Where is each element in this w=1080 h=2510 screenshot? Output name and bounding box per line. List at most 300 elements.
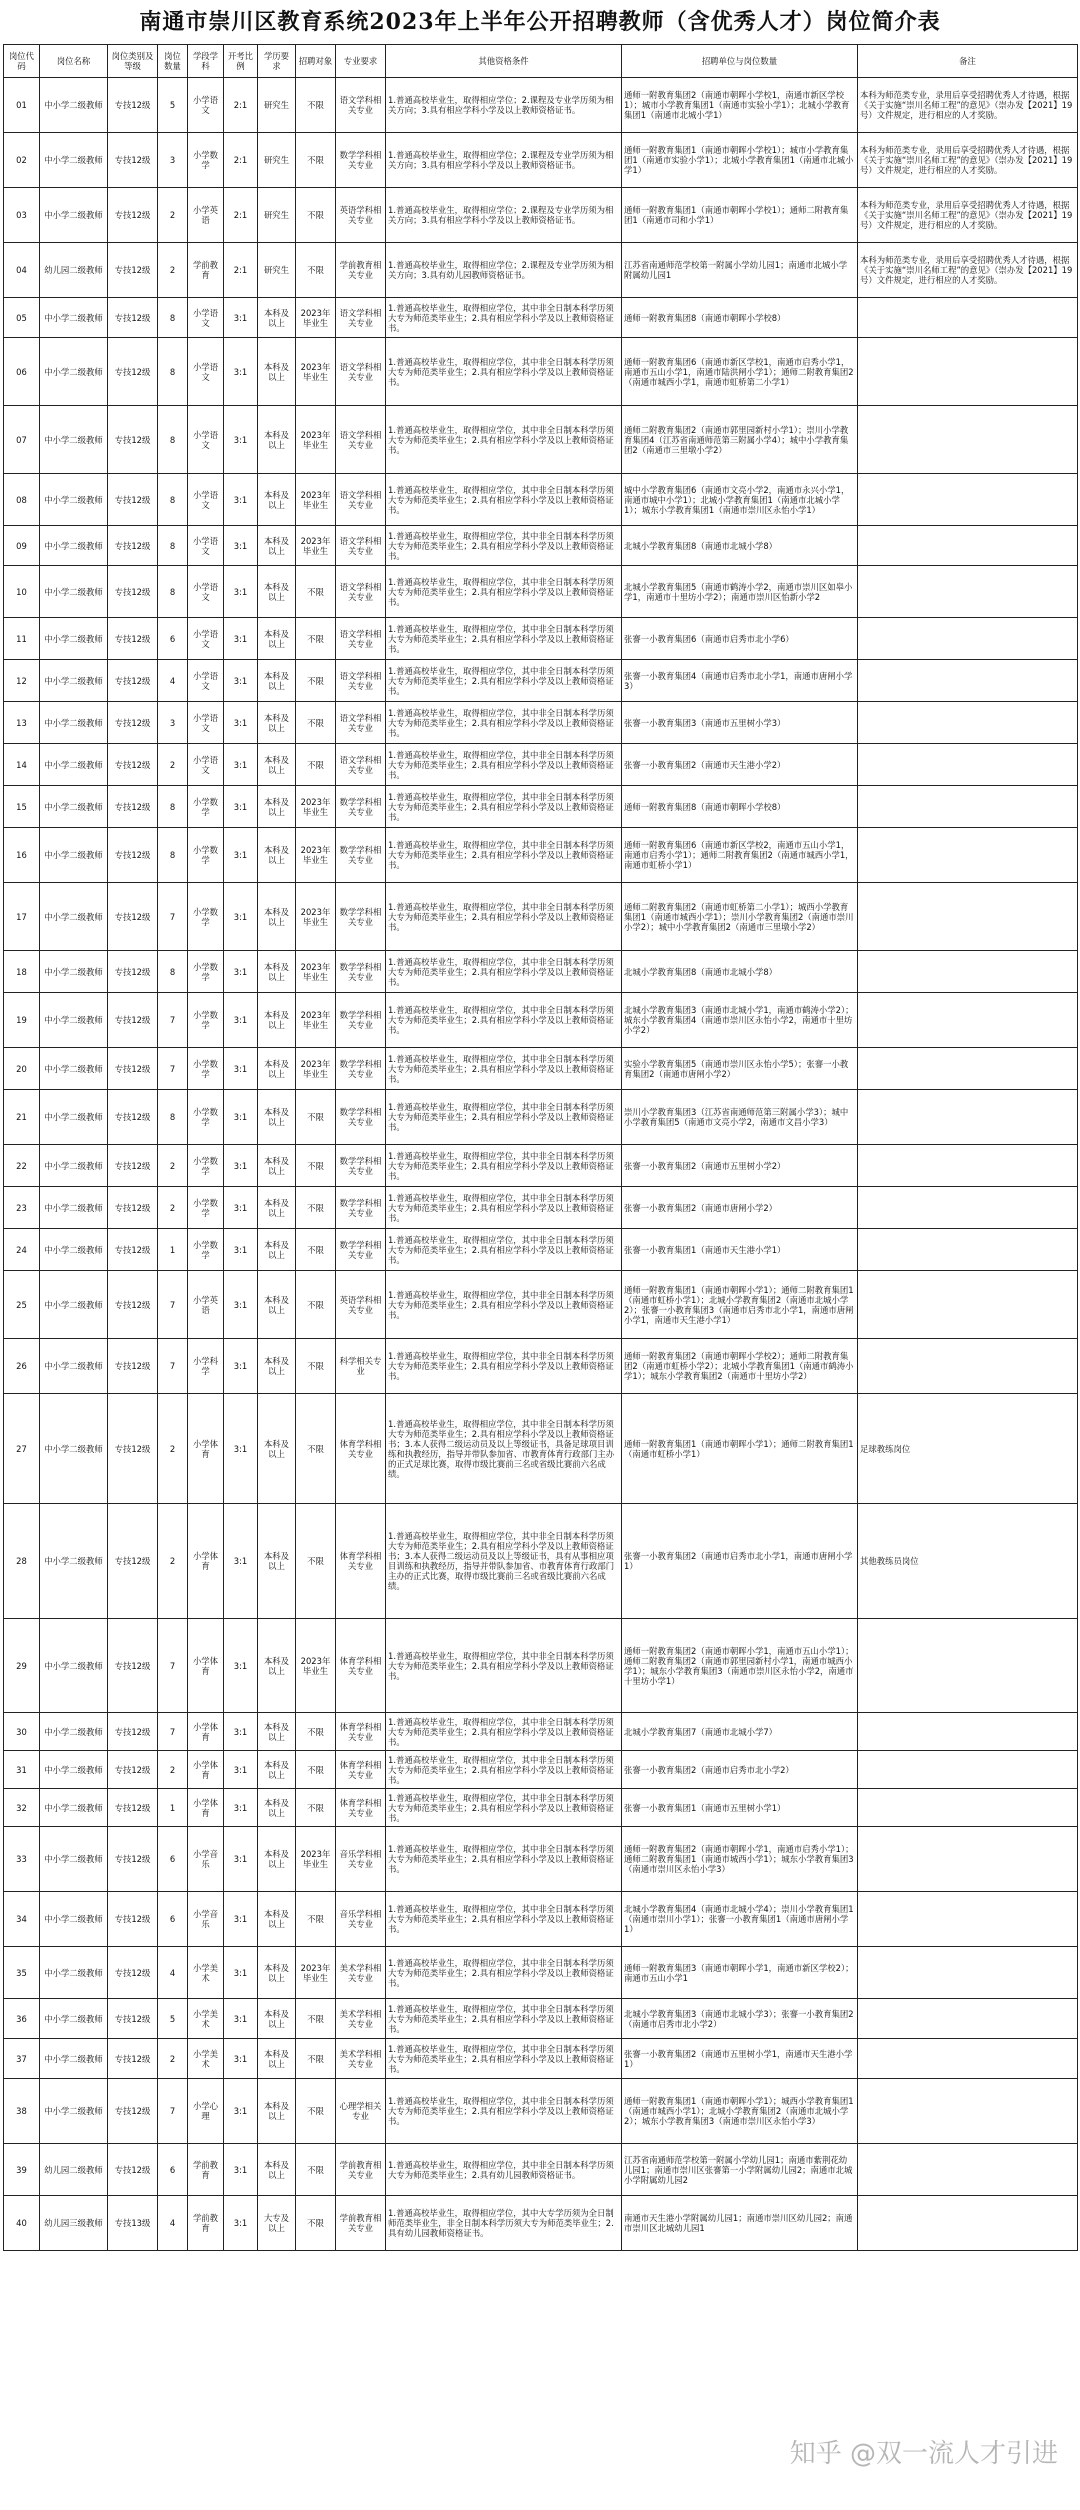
- quantity-cell: 7: [158, 1713, 188, 1751]
- subject-cell: 小学英语: [188, 1271, 224, 1339]
- ratio-cell: 3:1: [224, 1713, 258, 1751]
- requirements-cell: 1.普通高校毕业生，取得相应学位；2.课程及专业学历须为相关方向；3.具有相应学科小学及以上教师资格证书。: [386, 78, 622, 133]
- table-row: [4, 1271, 1078, 1339]
- requirements-cell: 1.普通高校毕业生，取得相应学位，其中非全日制本科学历须大专为师范类毕业生；2.具有相应学科小学及以上教师资格证书。: [386, 993, 622, 1048]
- subject-cell: 小学数学: [188, 1145, 224, 1187]
- education-cell: 本科及以上: [258, 883, 296, 951]
- subject-cell: 小学音乐: [188, 1827, 224, 1892]
- target-cell: 不限: [296, 1713, 336, 1751]
- education-cell: 本科及以上: [258, 406, 296, 474]
- target-cell: 不限: [296, 188, 336, 243]
- code-cell: 20: [4, 1048, 40, 1090]
- requirements-cell: 1.普通高校毕业生，取得相应学位，其中非全日制本科学历须大专为师范类毕业生；2.具有相应学科小学及以上教师资格证书。: [386, 1229, 622, 1271]
- ratio-cell: 3:1: [224, 2144, 258, 2196]
- requirements-cell: 1.普通高校毕业生，取得相应学位，其中非全日制本科学历须大专为师范类毕业生；2.具有相应学科小学及以上教师资格证书。: [386, 1187, 622, 1229]
- code-cell: 14: [4, 744, 40, 786]
- remarks-cell: [858, 2144, 1078, 2196]
- quantity-cell: 8: [158, 526, 188, 566]
- subject-cell: 小学数学: [188, 828, 224, 883]
- target-cell: 2023年毕业生: [296, 526, 336, 566]
- subject-cell: 小学数学: [188, 786, 224, 828]
- target-cell: 不限: [296, 1999, 336, 2039]
- category-cell: 专技12级: [108, 1271, 158, 1339]
- education-cell: 本科及以上: [258, 1145, 296, 1187]
- position-name-cell: 中小学二级教师: [40, 1187, 108, 1229]
- category-cell: 专技12级: [108, 1229, 158, 1271]
- position-name-cell: 中小学二级教师: [40, 1394, 108, 1504]
- ratio-cell: 3:1: [224, 1090, 258, 1145]
- requirements-cell: 1.普通高校毕业生，取得相应学位；2.课程及专业学历须为相关方向；3.具有相应学科小学及以上教师资格证书。: [386, 188, 622, 243]
- ratio-cell: 3:1: [224, 526, 258, 566]
- education-cell: 本科及以上: [258, 993, 296, 1048]
- units-cell: 通师一附教育集团2（南通市朝晖小学校2）；通师二附教育集团2（南通市虹桥小学2）；北城小学教育集团1（南通市鹤涛小学1）；城东小学教育集团2（南通市十里坊小学2）: [622, 1339, 858, 1394]
- header-cell: 专业要求: [336, 45, 386, 78]
- subject-cell: 小学体育: [188, 1394, 224, 1504]
- remarks-cell: [858, 993, 1078, 1048]
- remarks-cell: [858, 1090, 1078, 1145]
- units-cell: 通师一附教育集团8（南通市朝晖小学校8）: [622, 786, 858, 828]
- code-cell: 03: [4, 188, 40, 243]
- subject-cell: 小学语文: [188, 566, 224, 618]
- education-cell: 本科及以上: [258, 1504, 296, 1619]
- requirements-cell: 1.普通高校毕业生，取得相应学位，其中非全日制本科学历须大专为师范类毕业生；2.具有幼儿园教师资格证书。: [386, 2144, 622, 2196]
- category-cell: 专技12级: [108, 1504, 158, 1619]
- category-cell: 专技12级: [108, 566, 158, 618]
- table-row: [4, 298, 1078, 338]
- table-row: [4, 1339, 1078, 1394]
- table-row: [4, 338, 1078, 406]
- target-cell: 不限: [296, 566, 336, 618]
- subject-cell: 小学语文: [188, 526, 224, 566]
- position-name-cell: 中小学二级教师: [40, 566, 108, 618]
- position-name-cell: 中小学二级教师: [40, 1999, 108, 2039]
- remarks-cell: 其他教练员岗位: [858, 1504, 1078, 1619]
- table-header-row: [4, 45, 1078, 78]
- position-name-cell: 中小学二级教师: [40, 618, 108, 660]
- target-cell: 不限: [296, 1339, 336, 1394]
- remarks-cell: [858, 883, 1078, 951]
- table-row: [4, 1504, 1078, 1619]
- major-cell: 美术学科相关专业: [336, 1999, 386, 2039]
- table-row: [4, 951, 1078, 993]
- requirements-cell: 1.普通高校毕业生，取得相应学位，其中非全日制本科学历须大专为师范类毕业生；2.具有相应学科小学及以上教师资格证书。: [386, 1751, 622, 1789]
- quantity-cell: 8: [158, 1090, 188, 1145]
- target-cell: 不限: [296, 78, 336, 133]
- education-cell: 研究生: [258, 78, 296, 133]
- code-cell: 09: [4, 526, 40, 566]
- remarks-cell: [858, 2079, 1078, 2144]
- quantity-cell: 8: [158, 406, 188, 474]
- target-cell: 不限: [296, 1145, 336, 1187]
- table-row: [4, 1229, 1078, 1271]
- quantity-cell: 2: [158, 1751, 188, 1789]
- category-cell: 专技12级: [108, 188, 158, 243]
- page-title: 南通市崇川区教育系统2023年上半年公开招聘教师（含优秀人才）岗位简介表: [139, 9, 941, 35]
- quantity-cell: 4: [158, 1947, 188, 1999]
- major-cell: 数学学科相关专业: [336, 1090, 386, 1145]
- subject-cell: 小学数学: [188, 993, 224, 1048]
- quantity-cell: 8: [158, 298, 188, 338]
- remarks-cell: [858, 338, 1078, 406]
- position-name-cell: 中小学二级教师: [40, 338, 108, 406]
- subject-cell: 小学语文: [188, 298, 224, 338]
- ratio-cell: 3:1: [224, 1999, 258, 2039]
- subject-cell: 小学数学: [188, 1048, 224, 1090]
- position-name-cell: 中小学二级教师: [40, 298, 108, 338]
- category-cell: 专技12级: [108, 243, 158, 298]
- education-cell: 本科及以上: [258, 526, 296, 566]
- subject-cell: 学前教育: [188, 243, 224, 298]
- subject-cell: 小学美术: [188, 1999, 224, 2039]
- units-cell: 江苏省南通师范学校第一附属小学幼儿园1；南通市紫荆花幼儿园1；南通市崇川区张謇第一小学附属幼儿园2；南通市北城小学附属幼儿园2: [622, 2144, 858, 2196]
- quantity-cell: 4: [158, 660, 188, 702]
- position-name-cell: 中小学二级教师: [40, 883, 108, 951]
- requirements-cell: 1.普通高校毕业生，取得相应学位，其中非全日制本科学历须大专为师范类毕业生；2.具有相应学科小学及以上教师资格证书。: [386, 1339, 622, 1394]
- requirements-cell: 1.普通高校毕业生，取得相应学位，其中非全日制本科学历须大专为师范类毕业生；2.具有相应学科小学及以上教师资格证书。: [386, 1048, 622, 1090]
- position-name-cell: 中小学二级教师: [40, 1229, 108, 1271]
- education-cell: 本科及以上: [258, 474, 296, 526]
- units-cell: 通师一附教育集团1（南通市朝晖小学1）；城西小学教育集团1（南通市城西小学1）；北城小学教育集团2（南通市北城小学2）；城东小学教育集团3（南通市崇川区永怡小学3）: [622, 2079, 858, 2144]
- major-cell: 数学学科相关专业: [336, 1187, 386, 1229]
- ratio-cell: 3:1: [224, 2079, 258, 2144]
- remarks-cell: [858, 702, 1078, 744]
- code-cell: 13: [4, 702, 40, 744]
- major-cell: 数学学科相关专业: [336, 133, 386, 188]
- category-cell: 专技12级: [108, 1090, 158, 1145]
- position-name-cell: 中小学二级教师: [40, 1751, 108, 1789]
- position-name-cell: 中小学二级教师: [40, 660, 108, 702]
- major-cell: 语文学科相关专业: [336, 744, 386, 786]
- requirements-cell: 1.普通高校毕业生，取得相应学位，其中非全日制本科学历须大专为师范类毕业生；2.具有相应学科小学及以上教师资格证书。: [386, 1789, 622, 1827]
- target-cell: 不限: [296, 618, 336, 660]
- header-cell: 岗位类别及等级: [108, 45, 158, 78]
- remarks-cell: [858, 1827, 1078, 1892]
- position-name-cell: 中小学二级教师: [40, 702, 108, 744]
- major-cell: 数学学科相关专业: [336, 786, 386, 828]
- education-cell: 本科及以上: [258, 2079, 296, 2144]
- table-row: [4, 1999, 1078, 2039]
- quantity-cell: 2: [158, 1187, 188, 1229]
- position-name-cell: 中小学二级教师: [40, 993, 108, 1048]
- remarks-cell: [858, 951, 1078, 993]
- category-cell: 专技12级: [108, 474, 158, 526]
- code-cell: 35: [4, 1947, 40, 1999]
- ratio-cell: 3:1: [224, 1947, 258, 1999]
- table-row: [4, 133, 1078, 188]
- remarks-cell: [858, 566, 1078, 618]
- education-cell: 本科及以上: [258, 744, 296, 786]
- units-cell: 崇川小学教育集团3（江苏省南通师范第三附属小学3）；城中小学教育集团5（南通市文亮小学2，南通市文昌小学3）: [622, 1090, 858, 1145]
- major-cell: 语文学科相关专业: [336, 526, 386, 566]
- subject-cell: 小学语文: [188, 78, 224, 133]
- remarks-cell: [858, 526, 1078, 566]
- education-cell: 本科及以上: [258, 1187, 296, 1229]
- target-cell: 不限: [296, 1751, 336, 1789]
- requirements-cell: 1.普通高校毕业生，取得相应学位，其中非全日制本科学历须大专为师范类毕业生；2.具有相应学科小学及以上教师资格证书。: [386, 1827, 622, 1892]
- units-cell: 通师二附教育集团2（南通市郭里园新村小学1）；崇川小学教育集团4（江苏省南通师范第三附属小学4）；城中小学教育集团2（南通市三里墩小学2）: [622, 406, 858, 474]
- units-cell: 张謇一小教育集团1（南通市五里树小学1）: [622, 1789, 858, 1827]
- subject-cell: 学前教育: [188, 2144, 224, 2196]
- position-name-cell: 中小学二级教师: [40, 828, 108, 883]
- ratio-cell: 2:1: [224, 188, 258, 243]
- category-cell: 专技12级: [108, 2039, 158, 2079]
- code-cell: 30: [4, 1713, 40, 1751]
- table-row: [4, 2196, 1078, 2251]
- major-cell: 音乐学科相关专业: [336, 1827, 386, 1892]
- table-row: [4, 1145, 1078, 1187]
- major-cell: 数学学科相关专业: [336, 883, 386, 951]
- subject-cell: 小学数学: [188, 883, 224, 951]
- code-cell: 40: [4, 2196, 40, 2251]
- units-cell: 通师一附教育集团2（南通市朝晖小学校1，南通市新区学校1）；城市小学教育集团1（南通市实验小学1）；北城小学教育集团1（南通市北城小学1）: [622, 78, 858, 133]
- category-cell: 专技12级: [108, 786, 158, 828]
- target-cell: 2023年毕业生: [296, 1048, 336, 1090]
- position-name-cell: 中小学二级教师: [40, 1048, 108, 1090]
- quantity-cell: 2: [158, 243, 188, 298]
- remarks-cell: [858, 2196, 1078, 2251]
- ratio-cell: 3:1: [224, 883, 258, 951]
- ratio-cell: 3:1: [224, 1504, 258, 1619]
- major-cell: 数学学科相关专业: [336, 1145, 386, 1187]
- units-cell: 通师一附教育集团1（南通市朝晖小学1）；通师二附教育集团1（南通市虹桥小学1）；北城小学教育集团2（南通市北城小学2）；张謇一小教育集团3（南通市启秀市北小学1，南通市唐闸小学1，南通市天生港小学1）: [622, 1271, 858, 1339]
- table-row: [4, 2039, 1078, 2079]
- requirements-cell: 1.普通高校毕业生，取得相应学位，其中非全日制本科学历须大专为师范类毕业生；2.具有相应学科小学及以上教师资格证书。: [386, 828, 622, 883]
- table-row: [4, 1187, 1078, 1229]
- remarks-cell: [858, 2039, 1078, 2079]
- remarks-cell: [858, 786, 1078, 828]
- ratio-cell: 3:1: [224, 1187, 258, 1229]
- table-row: [4, 744, 1078, 786]
- education-cell: 本科及以上: [258, 298, 296, 338]
- position-name-cell: 中小学二级教师: [40, 1827, 108, 1892]
- ratio-cell: 3:1: [224, 406, 258, 474]
- category-cell: 专技12级: [108, 883, 158, 951]
- requirements-cell: 1.普通高校毕业生，取得相应学位，其中非全日制本科学历须大专为师范类毕业生；2.具有相应学科小学及以上教师资格证书。: [386, 1947, 622, 1999]
- units-cell: 北城小学教育集团3（南通市北城小学1，南通市鹤涛小学2）；城东小学教育集团4（南通市崇川区永怡小学2，南通市十里坊小学2）: [622, 993, 858, 1048]
- major-cell: 科学相关专业: [336, 1339, 386, 1394]
- target-cell: 2023年毕业生: [296, 474, 336, 526]
- quantity-cell: 8: [158, 474, 188, 526]
- subject-cell: 小学语文: [188, 338, 224, 406]
- remarks-cell: [858, 1751, 1078, 1789]
- target-cell: 不限: [296, 1229, 336, 1271]
- target-cell: 不限: [296, 1789, 336, 1827]
- category-cell: 专技12级: [108, 993, 158, 1048]
- target-cell: 不限: [296, 2144, 336, 2196]
- category-cell: 专技12级: [108, 618, 158, 660]
- code-cell: 32: [4, 1789, 40, 1827]
- units-cell: 通师一附教育集团2（南通市朝晖小学1，南通市启秀小学1）；通师二附教育集团1（南通市城西小学1）；城东小学教育集团3（南通市崇川区永怡小学3）: [622, 1827, 858, 1892]
- ratio-cell: 3:1: [224, 2196, 258, 2251]
- units-cell: 北城小学教育集团3（南通市北城小学3）；张謇一小教育集团2（南通市启秀市北小学2）: [622, 1999, 858, 2039]
- code-cell: 29: [4, 1619, 40, 1713]
- units-cell: 城中小学教育集团6（南通市文亮小学2，南通市永兴小学1，南通市城中小学1）；北城小学教育集团1（南通市北城小学1）；城东小学教育集团1（南通市崇川区永怡小学1）: [622, 474, 858, 526]
- ratio-cell: 2:1: [224, 78, 258, 133]
- requirements-cell: 1.普通高校毕业生，取得相应学位，其中非全日制本科学历须大专为师范类毕业生；2.具有相应学科小学及以上教师资格证书。: [386, 2039, 622, 2079]
- education-cell: 本科及以上: [258, 702, 296, 744]
- requirements-cell: 1.普通高校毕业生，取得相应学位，其中非全日制本科学历须大专为师范类毕业生；2.具有相应学科小学及以上教师资格证书。: [386, 883, 622, 951]
- education-cell: 本科及以上: [258, 660, 296, 702]
- code-cell: 23: [4, 1187, 40, 1229]
- position-name-cell: 中小学二级教师: [40, 133, 108, 188]
- major-cell: 数学学科相关专业: [336, 1229, 386, 1271]
- units-cell: 通师一附教育集团1（南通市朝晖小学校1）；城市小学教育集团1（南通市实验小学1）；北城小学教育集团1（南通市北城小学1）: [622, 133, 858, 188]
- subject-cell: 小学体育: [188, 1713, 224, 1751]
- major-cell: 语文学科相关专业: [336, 566, 386, 618]
- requirements-cell: 1.普通高校毕业生，取得相应学位，其中非全日制本科学历须大专为师范类毕业生；2.具有相应学科小学及以上教师资格证书。: [386, 1999, 622, 2039]
- category-cell: 专技12级: [108, 744, 158, 786]
- code-cell: 06: [4, 338, 40, 406]
- remarks-cell: [858, 828, 1078, 883]
- subject-cell: 小学语文: [188, 474, 224, 526]
- code-cell: 08: [4, 474, 40, 526]
- position-name-cell: 中小学二级教师: [40, 1271, 108, 1339]
- quantity-cell: 2: [158, 744, 188, 786]
- major-cell: 英语学科相关专业: [336, 188, 386, 243]
- target-cell: 不限: [296, 2079, 336, 2144]
- units-cell: 张謇一小教育集团4（南通市启秀市北小学1，南通市唐闸小学3）: [622, 660, 858, 702]
- category-cell: 专技12级: [108, 1187, 158, 1229]
- subject-cell: 小学语文: [188, 660, 224, 702]
- quantity-cell: 8: [158, 786, 188, 828]
- education-cell: 本科及以上: [258, 1892, 296, 1947]
- table-row: [4, 1947, 1078, 1999]
- code-cell: 22: [4, 1145, 40, 1187]
- header-cell: 备注: [858, 45, 1078, 78]
- table-row: [4, 566, 1078, 618]
- remarks-cell: 本科为师范类专业，录用后享受招聘优秀人才待遇，根据《关于实施“崇川名师工程”的意见》（崇办发【2021】19号）文件规定，进行相应的人才奖励。: [858, 188, 1078, 243]
- watermark: 知乎 @双一流人才引进: [789, 2439, 1058, 2469]
- target-cell: 2023年毕业生: [296, 993, 336, 1048]
- subject-cell: 小学心理: [188, 2079, 224, 2144]
- units-cell: 张謇一小教育集团3（南通市五里树小学3）: [622, 702, 858, 744]
- ratio-cell: 3:1: [224, 1271, 258, 1339]
- table-row: [4, 883, 1078, 951]
- category-cell: 专技12级: [108, 660, 158, 702]
- major-cell: 语文学科相关专业: [336, 338, 386, 406]
- position-name-cell: 幼儿园三级教师: [40, 2196, 108, 2251]
- requirements-cell: 1.普通高校毕业生，取得相应学位，其中非全日制本科学历须大专为师范类毕业生；2.具有相应学科小学及以上教师资格证书。: [386, 338, 622, 406]
- code-cell: 04: [4, 243, 40, 298]
- requirements-cell: 1.普通高校毕业生，取得相应学位，其中非全日制本科学历须大专为师范类毕业生；2.具有相应学科小学及以上教师资格证书。: [386, 786, 622, 828]
- table-row: [4, 1713, 1078, 1751]
- major-cell: 数学学科相关专业: [336, 993, 386, 1048]
- units-cell: 张謇一小教育集团2（南通市五里树小学1，南通市天生港小学1）: [622, 2039, 858, 2079]
- units-cell: 张謇一小教育集团1（南通市天生港小学1）: [622, 1229, 858, 1271]
- category-cell: 专技12级: [108, 702, 158, 744]
- target-cell: 不限: [296, 660, 336, 702]
- category-cell: 专技12级: [108, 1751, 158, 1789]
- units-cell: 通师一附教育集团3（南通市朝晖小学1，南通市新区学校2）；南通市五山小学1: [622, 1947, 858, 1999]
- ratio-cell: 3:1: [224, 1789, 258, 1827]
- code-cell: 19: [4, 993, 40, 1048]
- target-cell: 2023年毕业生: [296, 338, 336, 406]
- major-cell: 语文学科相关专业: [336, 702, 386, 744]
- major-cell: 数学学科相关专业: [336, 828, 386, 883]
- units-cell: 通师一附教育集团2（南通市朝晖小学1，南通市五山小学1）；通师二附教育集团2（南通市郭里园新村小学1，南通市城西小学1）；城东小学教育集团3（南通市崇川区永怡小学2，南通市十里坊小学1）: [622, 1619, 858, 1713]
- remarks-cell: [858, 1145, 1078, 1187]
- ratio-cell: 3:1: [224, 566, 258, 618]
- units-cell: 通师一附教育集团8（南通市朝晖小学校8）: [622, 298, 858, 338]
- quantity-cell: 7: [158, 993, 188, 1048]
- category-cell: 专技13级: [108, 2196, 158, 2251]
- requirements-cell: 1.普通高校毕业生，取得相应学位，其中非全日制本科学历须大专为师范类毕业生；2.具有相应学科小学及以上教师资格证书。: [386, 1145, 622, 1187]
- major-cell: 心理学相关专业: [336, 2079, 386, 2144]
- subject-cell: 小学数学: [188, 1187, 224, 1229]
- remarks-cell: 本科为师范类专业，录用后享受招聘优秀人才待遇，根据《关于实施“崇川名师工程”的意见》（崇办发【2021】19号）文件规定，进行相应的人才奖励。: [858, 133, 1078, 188]
- major-cell: 学前教育相关专业: [336, 2196, 386, 2251]
- quantity-cell: 3: [158, 702, 188, 744]
- requirements-cell: 1.普通高校毕业生，取得相应学位；2.课程及专业学历须为相关方向；3.具有幼儿园教师资格证书。: [386, 243, 622, 298]
- subject-cell: 小学语文: [188, 744, 224, 786]
- education-cell: 本科及以上: [258, 1751, 296, 1789]
- quantity-cell: 7: [158, 2079, 188, 2144]
- units-cell: 通师二附教育集团2（南通市虹桥第二小学1）；城西小学教育集团1（南通市城西小学1）；崇川小学教育集团2（南通市崇川小学2）；城中小学教育集团2（南通市三里墩小学2）: [622, 883, 858, 951]
- category-cell: 专技12级: [108, 1947, 158, 1999]
- units-cell: 通师一附教育集团6（南通市新区学校1，南通市启秀小学1，南通市五山小学1，南通市陆洪闸小学1）；通师二附教育集团2（南通市城西小学1，南通市虹桥第二小学1）: [622, 338, 858, 406]
- code-cell: 17: [4, 883, 40, 951]
- units-cell: 通师一附教育集团1（南通市朝晖小学1）；通师二附教育集团1（南通市虹桥小学1）: [622, 1394, 858, 1504]
- table-row: [4, 1090, 1078, 1145]
- ratio-cell: 3:1: [224, 702, 258, 744]
- category-cell: 专技12级: [108, 828, 158, 883]
- category-cell: 专技12级: [108, 1145, 158, 1187]
- ratio-cell: 3:1: [224, 993, 258, 1048]
- units-cell: 张謇一小教育集团2（南通市五里树小学2）: [622, 1145, 858, 1187]
- position-name-cell: 中小学二级教师: [40, 188, 108, 243]
- code-cell: 07: [4, 406, 40, 474]
- target-cell: 不限: [296, 1187, 336, 1229]
- units-cell: 江苏省南通师范学校第一附属小学幼儿园1；南通市北城小学附属幼儿园1: [622, 243, 858, 298]
- requirements-cell: 1.普通高校毕业生，取得相应学位，其中非全日制本科学历须大专为师范类毕业生；2.具有相应学科小学及以上教师资格证书。: [386, 660, 622, 702]
- quantity-cell: 8: [158, 338, 188, 406]
- position-name-cell: 幼儿园二级教师: [40, 2144, 108, 2196]
- ratio-cell: 3:1: [224, 1827, 258, 1892]
- position-name-cell: 中小学二级教师: [40, 1504, 108, 1619]
- code-cell: 16: [4, 828, 40, 883]
- code-cell: 24: [4, 1229, 40, 1271]
- subject-cell: 小学数学: [188, 1229, 224, 1271]
- education-cell: 本科及以上: [258, 1271, 296, 1339]
- target-cell: 不限: [296, 702, 336, 744]
- code-cell: 28: [4, 1504, 40, 1619]
- category-cell: 专技12级: [108, 1048, 158, 1090]
- requirements-cell: 1.普通高校毕业生，取得相应学位，其中非全日制本科学历须大专为师范类毕业生；2.具有相应学科小学及以上教师资格证书。: [386, 1892, 622, 1947]
- requirements-cell: 1.普通高校毕业生，取得相应学位，其中非全日制本科学历须大专为师范类毕业生；2.具有相应学科小学及以上教师资格证书。: [386, 1619, 622, 1713]
- units-cell: 北城小学教育集团4（南通市北城小学4）；崇川小学教育集团1（南通市崇川小学1）；张謇一小教育集团1（南通市唐闸小学1）: [622, 1892, 858, 1947]
- ratio-cell: 3:1: [224, 1145, 258, 1187]
- table-row: [4, 1394, 1078, 1504]
- subject-cell: 小学英语: [188, 188, 224, 243]
- requirements-cell: 1.普通高校毕业生，取得相应学位；2.课程及专业学历须为相关方向；3.具有相应学科小学及以上教师资格证书。: [386, 133, 622, 188]
- requirements-cell: 1.普通高校毕业生，取得相应学位，其中非全日制本科学历须大专为师范类毕业生；2.具有相应学科小学及以上教师资格证书。: [386, 298, 622, 338]
- major-cell: 体育学科相关专业: [336, 1751, 386, 1789]
- target-cell: 2023年毕业生: [296, 1827, 336, 1892]
- major-cell: 美术学科相关专业: [336, 2039, 386, 2079]
- quantity-cell: 2: [158, 188, 188, 243]
- position-name-cell: 中小学二级教师: [40, 1713, 108, 1751]
- target-cell: 2023年毕业生: [296, 298, 336, 338]
- quantity-cell: 8: [158, 566, 188, 618]
- education-cell: 研究生: [258, 133, 296, 188]
- subject-cell: 小学体育: [188, 1504, 224, 1619]
- target-cell: 不限: [296, 1892, 336, 1947]
- code-cell: 11: [4, 618, 40, 660]
- ratio-cell: 3:1: [224, 618, 258, 660]
- quantity-cell: 7: [158, 1339, 188, 1394]
- remarks-cell: [858, 1789, 1078, 1827]
- subject-cell: 学前教育: [188, 2196, 224, 2251]
